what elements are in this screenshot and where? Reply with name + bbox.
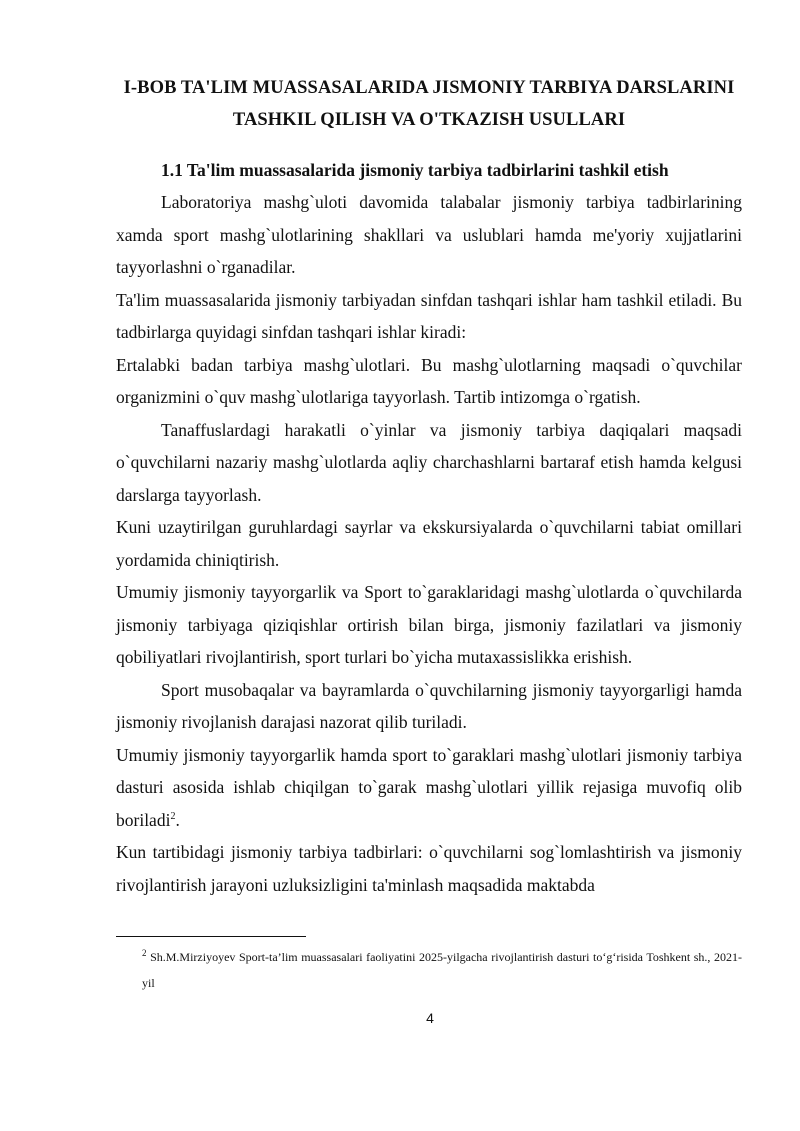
chapter-title (116, 72, 742, 136)
paragraph-end-punctuation: . (175, 809, 180, 830)
paragraph: Kun tartibidagi jismoniy tarbiya tadbirlari: o`quvchilarni sog`lomlashtirish va jismoniy rivojlantirish jarayoni uzluksizligini ta'minlash maqsadida maktabda (116, 842, 742, 895)
paragraph: Tanaffuslardagi harakatli o`yinlar va jismoniy tarbiya daqiqalari maqsadi o`quvchilarni nazariy mashg`ulotlarda aqliy charchashlarni bartaraf etish hamda kelgusi darslarga tayyorlash. (116, 419, 742, 505)
footnote-text: Sh.M.Mirziyoyev Sport-ta’lim muassasalari faoliyatini 2025-yilgacha rivojlantirish dasturi to‘g‘risida Toshkent sh., 2021-yil (142, 950, 742, 990)
section-title: 1.1 Ta'lim muassasalarida jismoniy tarbiya tadbirlarini tashkil etish (161, 160, 669, 180)
footnote-number: 2 (142, 948, 147, 958)
footnote-reference[interactable]: 2 (170, 810, 176, 822)
page-number: 4 (426, 1010, 434, 1026)
paragraph: Kuni uzaytirilgan guruhlardagi sayrlar va ekskursiyalarda o`quvchilarni tabiat omillari yordamida chiniqtirish. (116, 517, 742, 570)
footnote (142, 944, 742, 996)
chapter-title-line2: TASHKIL QILISH VA O'TKAZISH USULLARI (232, 110, 626, 130)
paragraph: Sport musobaqalar va bayramlarda o`quvchilarning jismoniy tayyorgarligi hamda jismoniy rivojlanish darajasi nazorat qilib turiladi. (116, 679, 742, 732)
page-content (116, 72, 742, 901)
paragraph: Ertalabki badan tarbiya mashg`ulotlari. Bu mashg`ulotlarning maqsadi o`quvchilar organizmini o`quv mashg`ulotlariga tayyorlash. Tartib intizomga o`rgatish. (116, 354, 742, 407)
paragraph: Ta'lim muassasalarida jismoniy tarbiyadan sinfdan tashqari ishlar ham tashkil etiladi. Bu tadbirlarga quyidagi sinfdan tashqari ishlar kiradi: (116, 289, 742, 342)
paragraph-with-footnote (116, 739, 742, 837)
paragraph: Umumiy jismoniy tayyorgarlik va Sport to`garaklaridagi mashg`ulotlarda o`quvchilarda jismoniy tarbiyaga qiziqishlar ortirish bilan birga, jismoniy fazilatlari va jismoniy qobiliyatlari rivojlantirish, sport turlari bo`yicha mutaxassislikka erishish. (116, 582, 742, 667)
footnote-separator (116, 936, 306, 937)
paragraph: Laboratoriya mashg`uloti davomida talabalar jismoniy tarbiya tadbirlarining xamda sport mashg`ulotlarining shakllari va uslublari hamda me'yoriy xujjatlarini tayyorlashni o`rganadilar. (116, 192, 742, 277)
chapter-title-line1: I-BOB TA'LIM MUASSASALARIDA JISMONIY TARBIYA DARSLARINI (123, 78, 735, 98)
paragraph-text: Umumiy jismoniy tayyorgarlik hamda sport to`garaklari mashg`ulotlari jismoniy tarbiya dasturi asosida ishlab chiqilgan to`garak mashg`ulotlari yillik rejasiga muvofiq olib boriladi (116, 744, 742, 830)
